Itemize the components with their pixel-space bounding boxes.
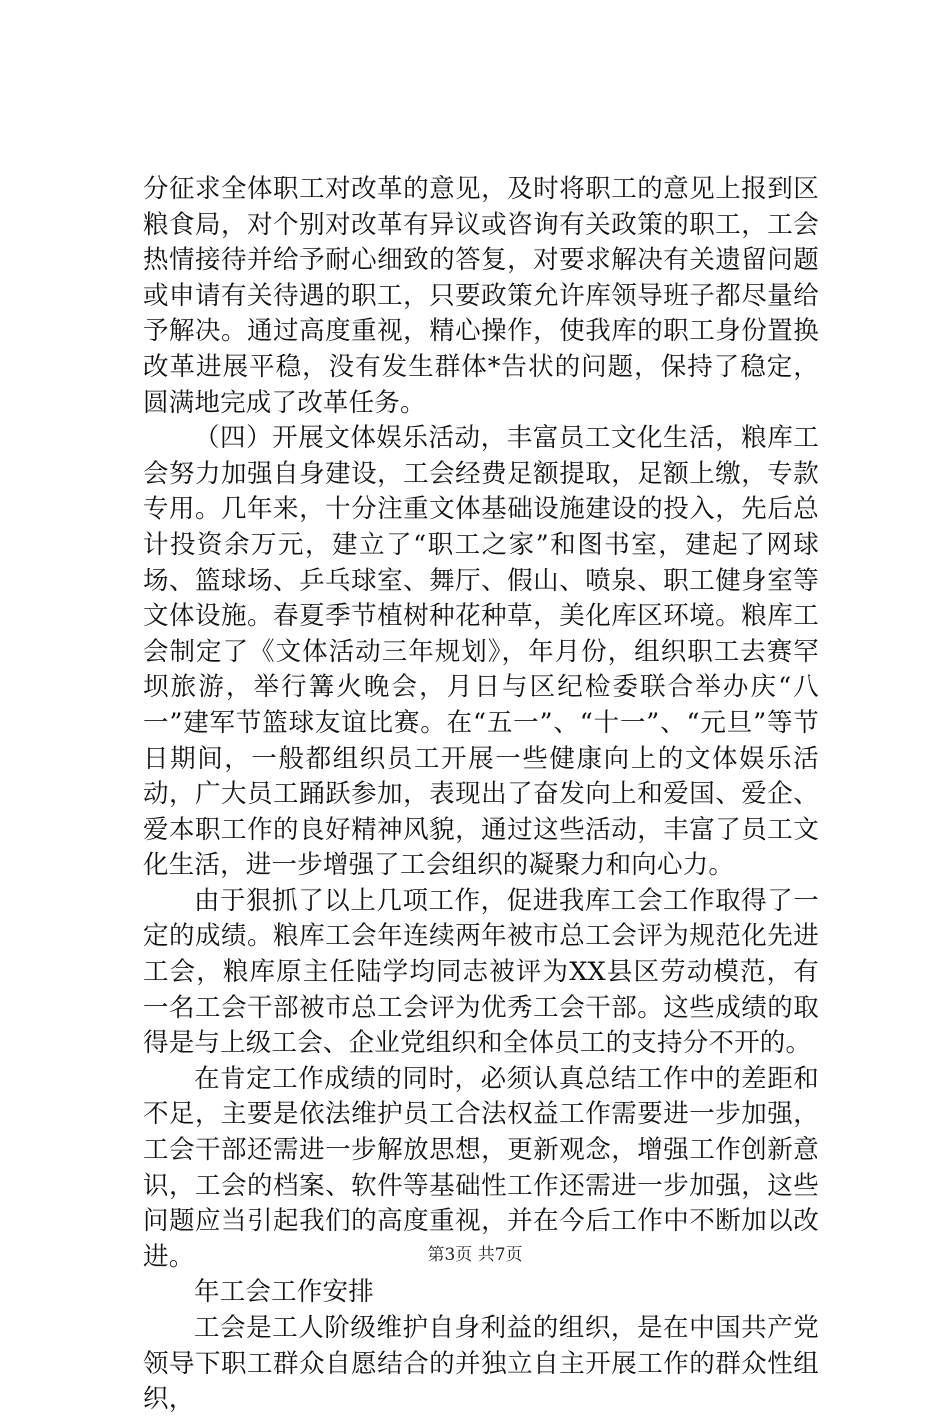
paragraph-union-definition: 工会是工人阶级维护自身利益的组织，是在中国共产党领导下职工群众自愿结合的并独立自主开展工作的群众性组织， — [143, 1313, 819, 1415]
paragraph-achievements: 由于狠抓了以上几项工作，促进我库工会工作取得了一定的成绩。粮库工会年连续两年被市总工会评为规范化先进工会，粮库原主任陆学均同志被评为XX县区劳动模范，有一名工会干部被市总工会评为优秀工会干部。这些成绩的取得是与上级工会、企业党组织和全体员工的支持分不开的。 — [143, 885, 819, 1059]
paragraph-shortcomings: 在肯定工作成绩的同时，必须认真总结工作中的差距和不足，主要是依法维护员工合法权益工作需要进一步加强，工会干部还需进一步解放思想，更新观念，增强工作创新意识，工会的档案、软件等基础性工作还需进一步加强，这些问题应当引起我们的高度重视，并在今后工作中不断加以改进。 — [143, 1063, 819, 1272]
page-number-footer: 第3页 共7页 — [427, 1245, 523, 1265]
section-heading-work-plan: 年工会工作安排 — [194, 1277, 374, 1308]
paragraph-cultural-activities: （四）开展文体娱乐活动，丰富员工文化生活，粮库工会努力加强自身建设，工会经费足额提取，足额上缴，专款专用。几年来，十分注重文体基础设施建设的投入，先后总计投资余万元，建立了“职工之家”和图书室，建起了网球场、篮球场、乒乓球室、舞厅、假山、喷泉、职工健身室等文体设施。春夏季节植树种花种草，美化库区环境。粮库工会制定了《文体活动三年规划》，年月份，组织职工去赛罕坝旅游，举行篝火晚会，月日与区纪检委联合举办庆“八一”建军节篮球友谊比赛。在“五一”、“十一”、“元旦”等节日期间，一般都组织员工开展一些健康向上的文体娱乐活动，广大员工踊跃参加，表现出了奋发向上和爱国、爱企、爱本职工作的良好精神风貌，通过这些活动，丰富了员工文化生活，进一步增强了工会组织的凝聚力和向心力。 — [143, 423, 819, 881]
paragraph-reform-continuation: 分征求全体职工对改革的意见，及时将职工的意见上报到区粮食局，对个别对改革有异议或咨询有关政策的职工，工会热情接待并给予耐心细致的答复，对要求解决有关遗留问题或申请有关待遇的职工，只要政策允许库领导班子都尽量给予解决。通过高度重视，精心操作，使我库的职工身份置换改革进展平稳，没有发生群体*告状的问题，保持了稳定，圆满地完成了改革任务。 — [143, 174, 819, 418]
body-text — [143, 172, 819, 1418]
